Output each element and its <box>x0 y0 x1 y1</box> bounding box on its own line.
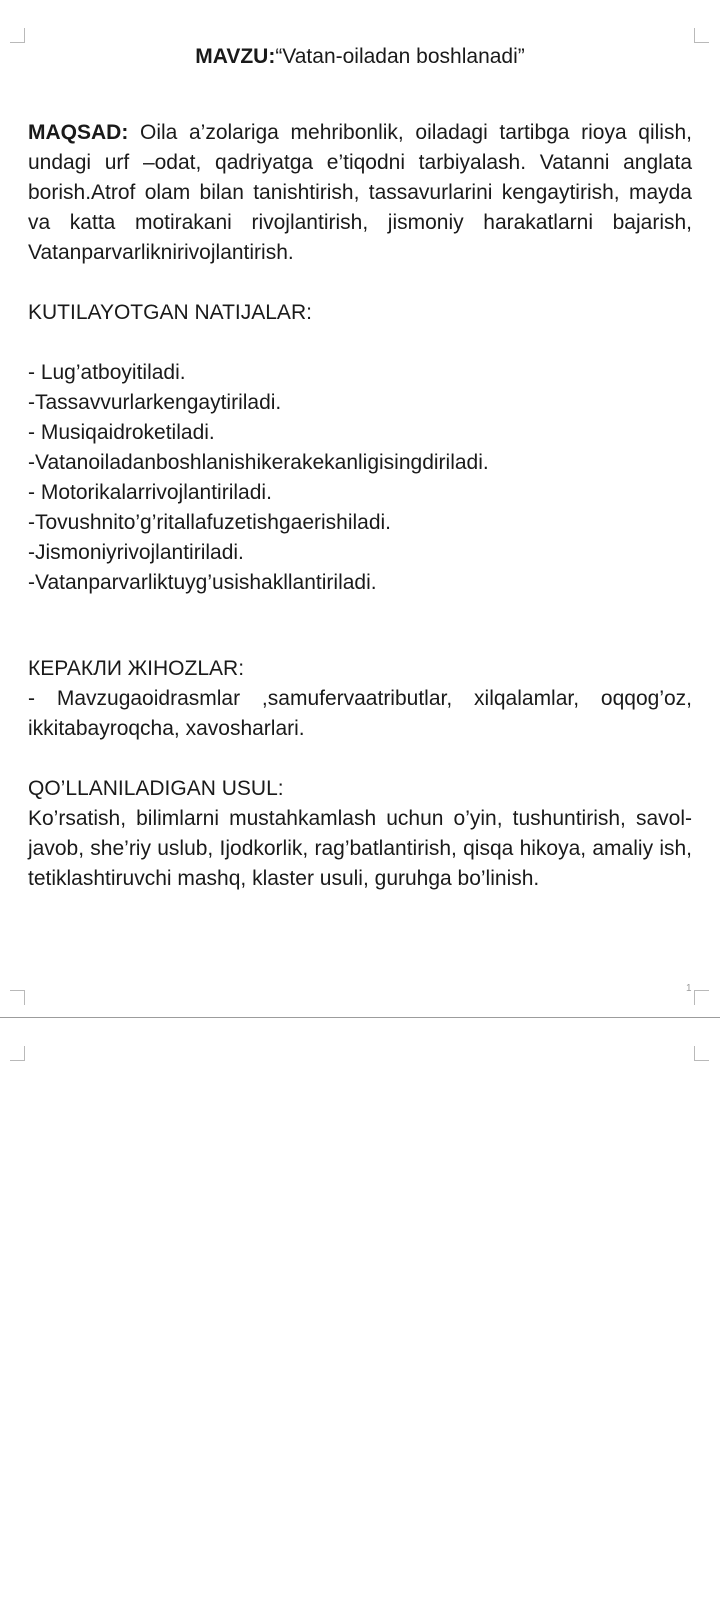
page-number: 1 <box>686 983 692 994</box>
methods-heading: QO’LLANILADIGAN USUL: <box>28 777 284 800</box>
page-corner-mark <box>694 28 709 43</box>
page-break-line <box>0 1017 720 1018</box>
expected-results-list <box>28 358 692 598</box>
document-body <box>28 42 692 894</box>
list-item: -Vatanoiladanboshlanishikerakekanligisingdiriladi. <box>28 451 489 474</box>
title-text: “Vatan-oiladan boshlanadi” <box>275 45 525 68</box>
document-title <box>28 42 692 72</box>
list-item: - Musiqaidroketiladi. <box>28 421 215 444</box>
list-item: -Jismoniyrivojlantiriladi. <box>28 541 244 564</box>
goal-paragraph <box>28 118 692 268</box>
materials-heading: КЕРАКЛИ ЖIHOZLAR: <box>28 657 245 680</box>
page-corner-mark <box>694 1046 709 1061</box>
expected-results-heading: KUTILAYOTGAN NATIJALAR: <box>28 301 312 324</box>
goal-text: Oila a’zolariga mehribonlik, oiladagi tartibga rioya qilish, undagi urf –odat, qadriyatga e’tiqodni tarbiyalash. Vatanni anglata borish.Atrof olam bilan tanishtirish, tassavurlarini kengaytirish, mayda va katta motirakani rivojlantirish, jismoniy harakatlarni bajarish, Vatanparvarliknirivojlantirish. <box>28 121 692 264</box>
page-corner-mark <box>10 990 25 1005</box>
list-item: - Motorikalarrivojlantiriladi. <box>28 481 272 504</box>
page-corner-mark <box>10 28 25 43</box>
list-item: -Tovushnito’g’ritallafuzetishgaerishiladi. <box>28 511 392 534</box>
list-item: -Tassavvurlarkengaytiriladi. <box>28 391 282 414</box>
page-corner-mark <box>10 1046 25 1061</box>
materials-text: - Mavzugaoidrasmlar ,samufervaatributlar, xilqalamlar, oqqog’oz, ikkitabayroqcha, xavosharlari. <box>28 687 692 740</box>
goal-label: MAQSAD: <box>28 121 129 144</box>
list-item: - Lug’atboyitiladi. <box>28 361 186 384</box>
list-item: -Vatanparvarliktuyg’usishakllantiriladi. <box>28 571 377 594</box>
title-label: MAVZU: <box>195 45 276 68</box>
methods-text: Ko’rsatish, bilimlarni mustahkamlash uchun o’yin, tushuntirish, savol-javob, she’riy uslub, Ijodkorlik, rag’batlantirish, qisqa hikoya, amaliy ish, tetiklashtiruvchi mashq, klaster usuli, guruhga bo’linish. <box>28 807 692 890</box>
page-corner-mark <box>694 990 709 1005</box>
